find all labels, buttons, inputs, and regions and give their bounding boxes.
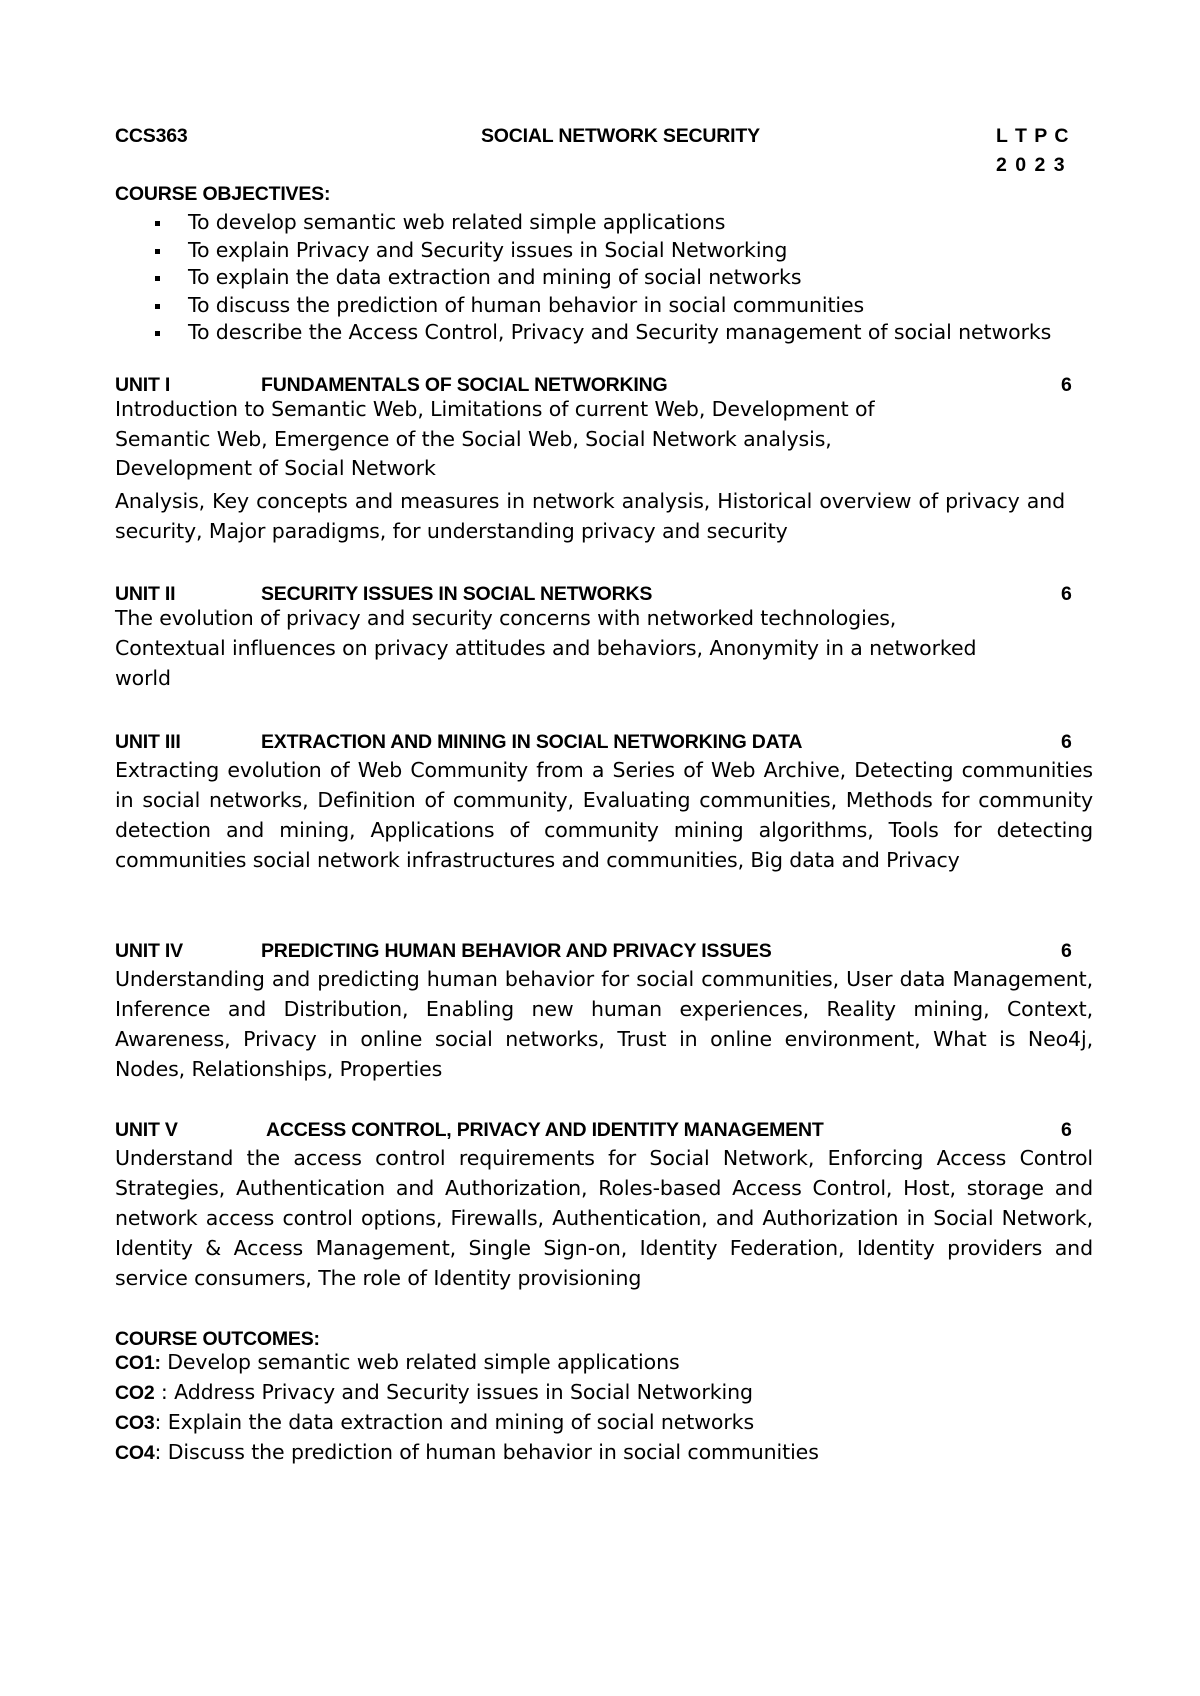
bullet-icon [155, 249, 160, 254]
unit-2-line-3: world [115, 666, 171, 690]
ltpc-label: L T P C [996, 125, 1070, 147]
outcomes-heading: COURSE OUTCOMES: [115, 1328, 320, 1350]
unit-1-line-3: Development of Social Network [115, 456, 436, 480]
unit-1-line-1: Introduction to Semantic Web, Limitations of current Web, Development of [115, 397, 875, 421]
list-item: To explain Privacy and Security issues in Social Networking [115, 237, 1051, 265]
outcome-item-2: CO2 : Address Privacy and Security issues in Social Networking [115, 1380, 753, 1404]
list-item: To describe the Access Control, Privacy and Security management of social networks [115, 319, 1051, 347]
unit-1-label: UNIT I [115, 374, 171, 396]
outcome-item-4: CO4: Discuss the prediction of human behavior in social communities [115, 1440, 819, 1464]
objectives-list [115, 209, 1051, 347]
unit-5-label: UNIT V [115, 1119, 178, 1141]
ltpc-values: 2 0 2 3 [996, 154, 1067, 176]
unit-2-hours: 6 [1061, 583, 1072, 605]
list-item: To explain the data extraction and mining of social networks [115, 264, 1051, 292]
unit-2-label: UNIT II [115, 583, 176, 605]
bullet-icon [155, 276, 160, 281]
unit-2-line-1: The evolution of privacy and security concerns with networked technologies, [115, 606, 897, 630]
unit-4-title: PREDICTING HUMAN BEHAVIOR AND PRIVACY ISSUES [261, 940, 772, 962]
objectives-heading: COURSE OBJECTIVES: [115, 183, 331, 205]
unit-2-line-2: Contextual influences on privacy attitudes and behaviors, Anonymity in a networked [115, 636, 977, 660]
bullet-icon [155, 331, 160, 336]
unit-4-label: UNIT IV [115, 940, 183, 962]
unit-3-text: Extracting evolution of Web Community from a Series of Web Archive, Detecting communities in social networks, Definition of community, Evaluating communities, Methods for community detection and mining, Applications of community mining algorithms, Tools for detecting communities social network infrastructures and communities, Big data and Privacy [115, 758, 1093, 872]
unit-4-hours: 6 [1061, 940, 1072, 962]
list-item: To develop semantic web related simple applications [115, 209, 1051, 237]
unit-3-label: UNIT III [115, 731, 181, 753]
unit-5-hours: 6 [1061, 1119, 1072, 1141]
unit-1-title: FUNDAMENTALS OF SOCIAL NETWORKING [261, 374, 668, 396]
unit-3-hours: 6 [1061, 731, 1072, 753]
unit-3-title: EXTRACTION AND MINING IN SOCIAL NETWORKING DATA [261, 731, 803, 753]
unit-2-title: SECURITY ISSUES IN SOCIAL NETWORKS [261, 583, 653, 605]
unit-5-title: ACCESS CONTROL, PRIVACY AND IDENTITY MANAGEMENT [266, 1119, 824, 1141]
course-title: SOCIAL NETWORK SECURITY [481, 125, 760, 147]
course-code: CCS363 [115, 125, 188, 147]
list-item: To discuss the prediction of human behavior in social communities [115, 292, 1051, 320]
unit-5-text: Understand the access control requirements for Social Network, Enforcing Access Control Strategies, Authentication and Authorization, Roles-based Access Control, Host, storage and network access control options, Firewalls, Authentication, and Authorization in Social Network, Identity & Access Management, Single Sign-on, Identity Federation, Identity providers and service consumers, The role of Identity provisioning [115, 1146, 1093, 1290]
unit-1-paragraph-2: Analysis, Key concepts and measures in network analysis, Historical overview of privacy and security, Major paradigms, for understanding privacy and security [115, 489, 1065, 543]
bullet-icon [155, 221, 160, 226]
unit-4-text: Understanding and predicting human behavior for social communities, User data Management, Inference and Distribution, Enabling new human experiences, Reality mining, Context, Awareness, Privacy in online social networks, Trust in online environment, What is Neo4j, Nodes, Relationships, Properties [115, 967, 1093, 1081]
unit-1-line-2: Semantic Web, Emergence of the Social Web, Social Network analysis, [115, 427, 832, 451]
unit-1-hours: 6 [1061, 374, 1072, 396]
outcome-item-1: CO1: Develop semantic web related simple applications [115, 1350, 680, 1374]
bullet-icon [155, 304, 160, 309]
outcome-item-3: CO3: Explain the data extraction and mining of social networks [115, 1410, 755, 1434]
